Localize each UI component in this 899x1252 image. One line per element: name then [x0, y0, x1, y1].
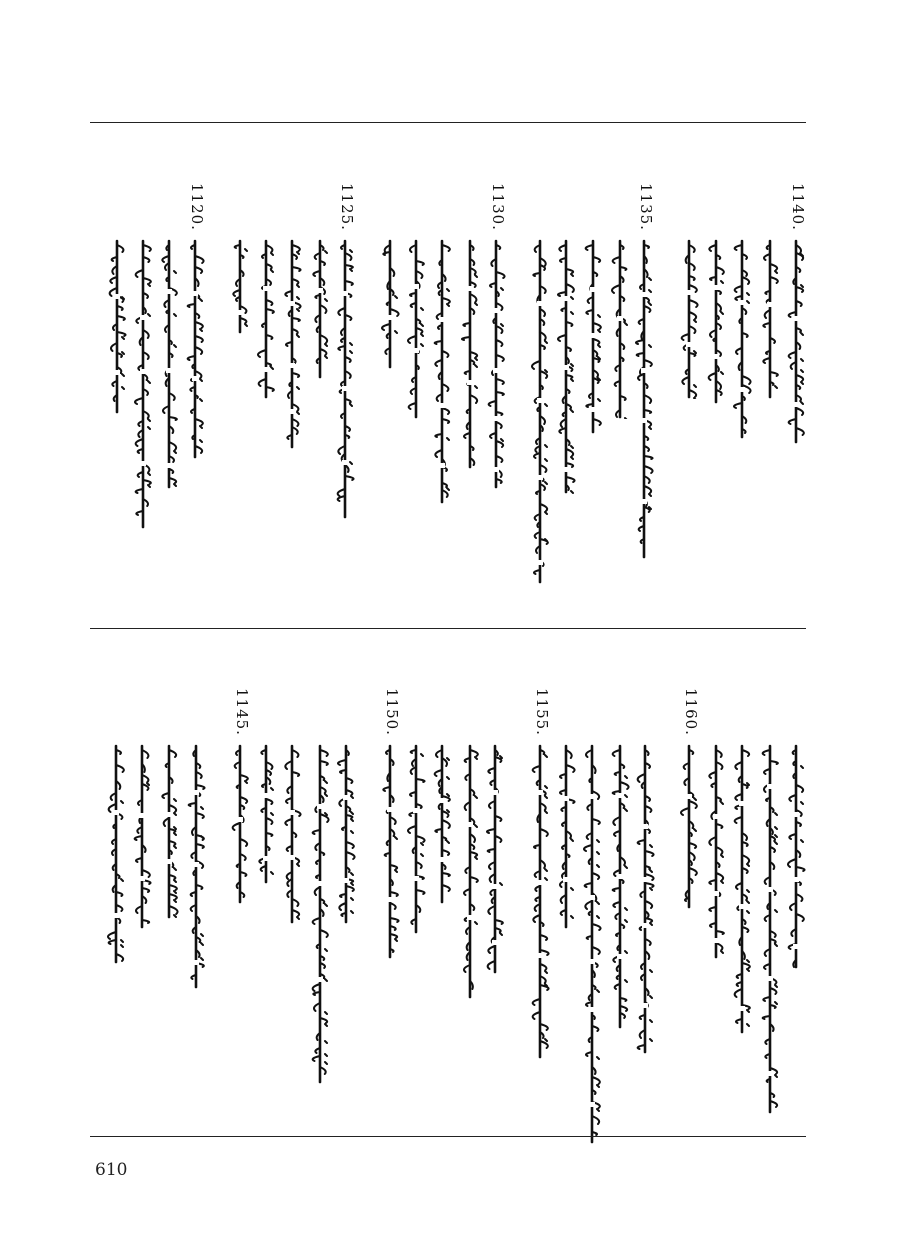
line-number [131, 688, 157, 744]
lower-verse-block [88, 688, 808, 1098]
line-number [255, 183, 281, 239]
line-number [281, 183, 307, 239]
verse-line [785, 688, 811, 1098]
vertical-script-text [281, 744, 307, 924]
line-number [158, 688, 184, 744]
verse-line [309, 688, 335, 1098]
line-number [309, 688, 335, 744]
line-number: 1160. [682, 688, 700, 736]
vertical-script-text [281, 239, 307, 449]
page-number: 610 [95, 1160, 128, 1180]
vertical-script-text [731, 744, 757, 1034]
line-number [705, 183, 731, 239]
verse-line [785, 183, 811, 583]
line-number [705, 688, 731, 744]
verse-line [555, 183, 581, 583]
line-number [731, 183, 757, 239]
verse-line [459, 688, 485, 1098]
vertical-script-text [379, 744, 405, 959]
line-number [634, 688, 660, 744]
verse-line [281, 688, 307, 1098]
verse-line [759, 183, 785, 583]
line-number [759, 183, 785, 239]
vertical-script-text [485, 239, 511, 489]
verse-line [229, 183, 255, 583]
line-number: 1140. [789, 183, 807, 231]
vertical-script-text [609, 239, 635, 419]
line-number [609, 688, 635, 744]
verse-line [105, 688, 131, 1098]
line-number [405, 688, 431, 744]
line-number: 1155. [533, 688, 551, 736]
verse-line [485, 183, 511, 583]
vertical-script-text [529, 744, 555, 1059]
vertical-script-text [581, 744, 607, 1144]
vertical-script-text [705, 239, 731, 404]
vertical-script-text [459, 744, 485, 999]
line-number [678, 183, 704, 239]
vertical-script-text [229, 239, 255, 334]
verse-line [281, 183, 307, 583]
vertical-script-text [678, 239, 704, 399]
line-number [529, 183, 555, 239]
verse-line [185, 688, 211, 1098]
vertical-script-text [132, 239, 158, 529]
verse-line [379, 688, 405, 1098]
verse-line [431, 183, 457, 583]
line-number [335, 688, 361, 744]
line-number [132, 183, 158, 239]
line-number [106, 183, 132, 239]
verse-line [484, 688, 510, 1098]
vertical-script-text [431, 239, 457, 504]
line-number [158, 183, 184, 239]
line-number: 1120. [188, 183, 206, 231]
line-number [555, 688, 581, 744]
vertical-script-text [633, 239, 659, 559]
line-number [379, 183, 405, 239]
verse-line [255, 688, 281, 1098]
verse-line [731, 688, 757, 1098]
vertical-script-text [609, 744, 635, 1029]
vertical-script-text [334, 239, 360, 519]
verse-line [459, 183, 485, 583]
vertical-script-text [555, 239, 581, 494]
vertical-script-text [634, 744, 660, 1054]
vertical-script-text [309, 744, 335, 1084]
vertical-script-text [335, 744, 361, 924]
line-number [185, 688, 211, 744]
vertical-script-text [459, 239, 485, 469]
verse-line [431, 688, 457, 1098]
vertical-script-text [731, 239, 757, 439]
vertical-script-text [705, 744, 731, 959]
verse-line [609, 183, 635, 583]
vertical-script-text [158, 239, 184, 489]
vertical-script-text [678, 744, 704, 909]
line-number: 1150. [383, 688, 401, 736]
verse-line [633, 183, 659, 583]
verse-line [255, 183, 281, 583]
line-number [281, 688, 307, 744]
verse-line [132, 183, 158, 583]
line-number: 1125. [338, 183, 356, 231]
line-number: 1130. [489, 183, 507, 231]
line-number [555, 183, 581, 239]
line-number [405, 183, 431, 239]
verse-line [609, 688, 635, 1098]
verse-line [582, 183, 608, 583]
verse-line [678, 688, 704, 1098]
vertical-script-text [555, 744, 581, 929]
line-number [431, 688, 457, 744]
vertical-script-text [405, 239, 431, 419]
verse-line [529, 688, 555, 1098]
verse-line [106, 183, 132, 583]
verse-line [158, 688, 184, 1098]
verse-line [229, 688, 255, 1098]
middle-rule [90, 628, 806, 629]
vertical-script-text [255, 744, 281, 884]
upper-verse-block [88, 183, 808, 583]
line-number: 1145. [233, 688, 251, 736]
verse-line [678, 183, 704, 583]
line-number [731, 688, 757, 744]
line-number [255, 688, 281, 744]
line-number [582, 183, 608, 239]
line-number [459, 183, 485, 239]
verse-line [405, 183, 431, 583]
verse-line [634, 688, 660, 1098]
verse-line [309, 183, 335, 583]
line-number [609, 183, 635, 239]
vertical-script-text [184, 239, 210, 459]
vertical-script-text [785, 744, 811, 969]
line-number [431, 183, 457, 239]
verse-line [731, 183, 757, 583]
line-number [785, 688, 811, 744]
line-number [105, 688, 131, 744]
verse-line [581, 688, 607, 1098]
line-number [459, 688, 485, 744]
vertical-script-text [484, 744, 510, 974]
verse-line [529, 183, 555, 583]
vertical-script-text [106, 239, 132, 414]
line-number [229, 183, 255, 239]
line-number [759, 688, 785, 744]
verse-line [131, 688, 157, 1098]
vertical-script-text [229, 744, 255, 904]
vertical-script-text [759, 744, 785, 1114]
vertical-script-text [405, 744, 431, 934]
vertical-script-text [105, 744, 131, 964]
bottom-rule [90, 1136, 806, 1137]
vertical-script-text [255, 239, 281, 399]
vertical-script-text [379, 239, 405, 369]
top-rule [90, 122, 806, 123]
verse-line [705, 183, 731, 583]
verse-line [184, 183, 210, 583]
line-number [484, 688, 510, 744]
verse-line [335, 688, 361, 1098]
line-number [581, 688, 607, 744]
verse-line [759, 688, 785, 1098]
verse-line [334, 183, 360, 583]
vertical-script-text [759, 239, 785, 399]
vertical-script-text [582, 239, 608, 434]
vertical-script-text [431, 744, 457, 904]
verse-line [555, 688, 581, 1098]
line-number [309, 183, 335, 239]
verse-line [158, 183, 184, 583]
vertical-script-text [529, 239, 555, 584]
verse-line [405, 688, 431, 1098]
verse-line [705, 688, 731, 1098]
vertical-script-text [158, 744, 184, 919]
vertical-script-text [785, 239, 811, 444]
vertical-script-text [309, 239, 335, 379]
vertical-script-text [131, 744, 157, 929]
line-number: 1135. [637, 183, 655, 231]
verse-line [379, 183, 405, 583]
vertical-script-text [185, 744, 211, 989]
